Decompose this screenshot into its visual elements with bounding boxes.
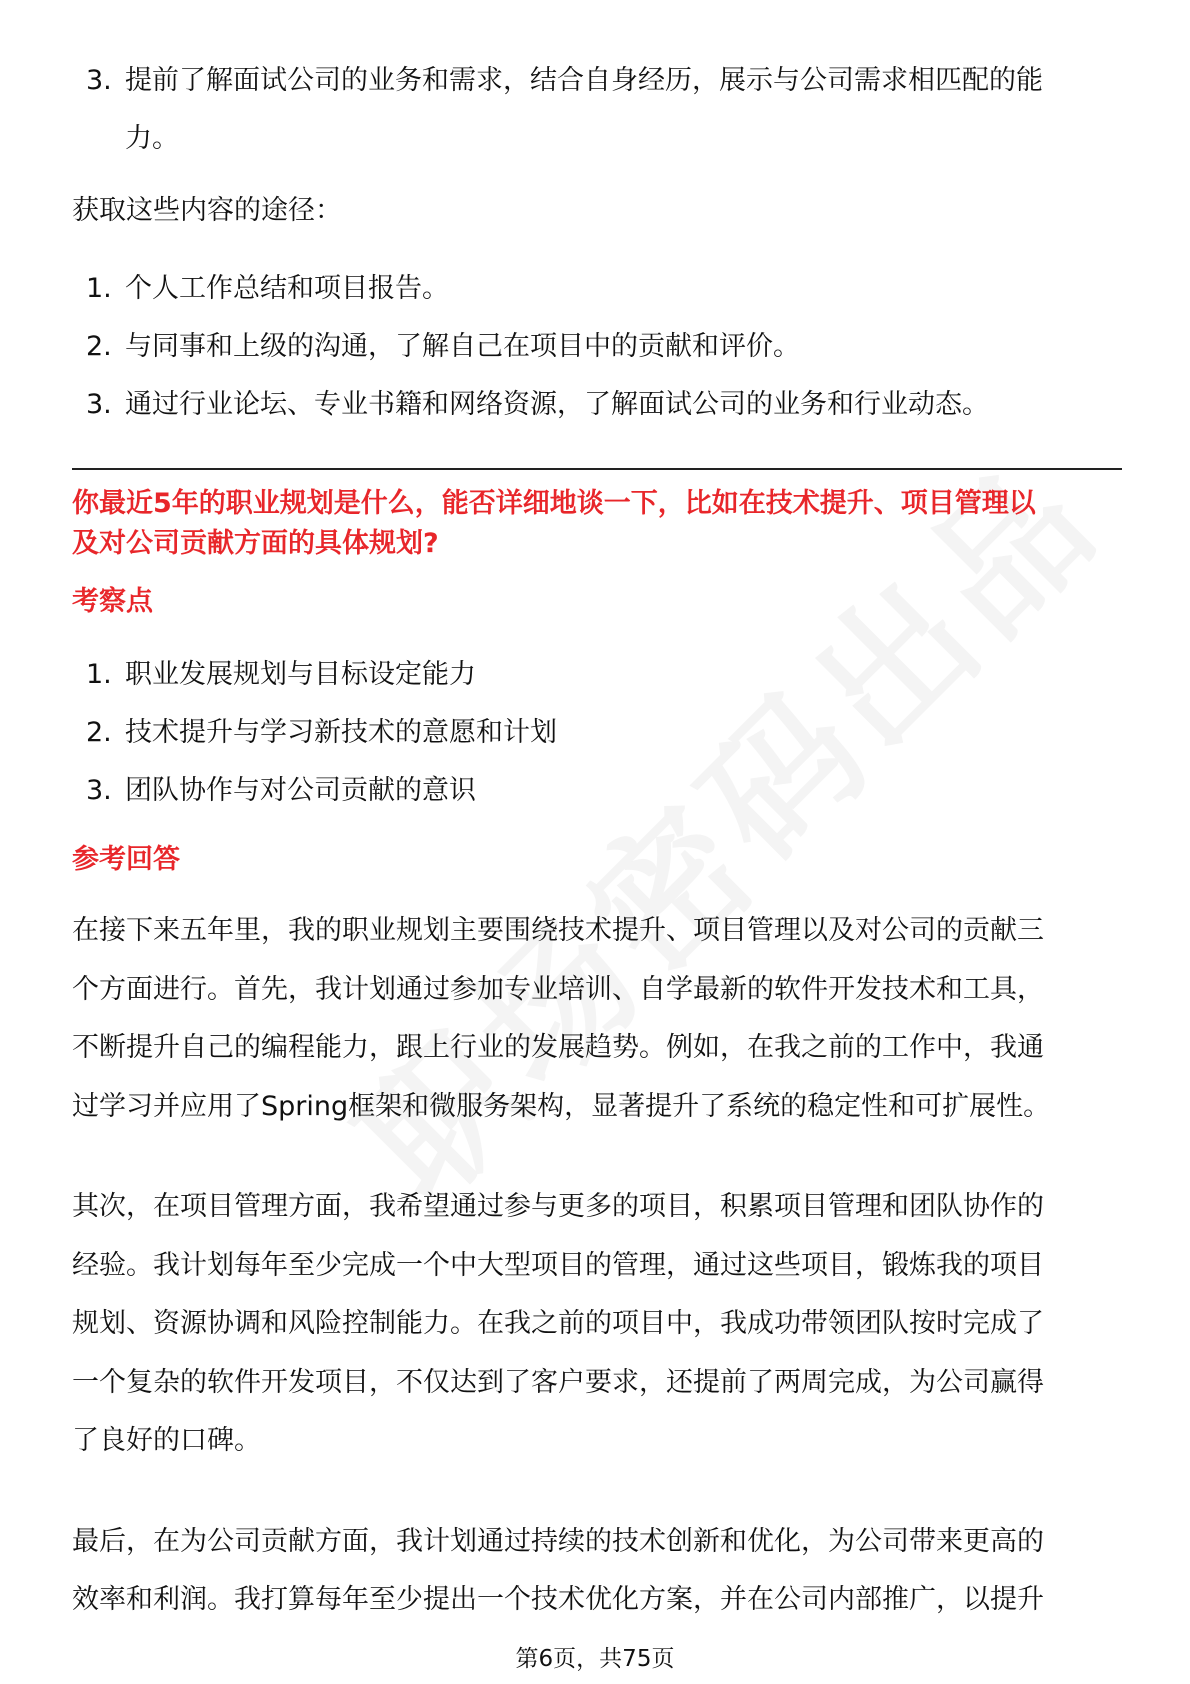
points-list (72, 646, 1122, 820)
paragraph-line: 规划、资源协调和风险控制能力。在我之前的项目中，我成功带领团队按时完成了 (72, 1308, 1044, 1339)
list-text: 与同事和上级的沟通，了解自己在项目中的贡献和评价。 (125, 331, 800, 362)
paragraph-line: 不断提升自己的编程能力，跟上行业的发展趋势。例如，在我之前的工作中，我通 (72, 1032, 1044, 1063)
paragraph-line: 其次，在项目管理方面，我希望通过参与更多的项目，积累项目管理和团队协作的 (72, 1191, 1044, 1222)
list-text: 力。 (125, 123, 179, 154)
list-number: 3. (86, 775, 112, 806)
list-number: 1. (86, 659, 112, 690)
paragraph-line: 效率和利润。我打算每年至少提出一个技术优化方案，并在公司内部推广，以提升 (72, 1584, 1044, 1615)
paragraph-line: 过学习并应用了Spring框架和微服务架构，显著提升了系统的稳定性和可扩展性。 (72, 1090, 1051, 1122)
list-item (72, 376, 1122, 434)
list-text: 提前了解面试公司的业务和需求，结合自身经历，展示与公司需求相匹配的能 (125, 65, 1043, 96)
list-text: 个人工作总结和项目报告。 (125, 273, 449, 304)
paragraph-line: 在接下来五年里，我的职业规划主要围绕技术提升、项目管理以及对公司的贡献三 (72, 915, 1044, 946)
intro-list (72, 52, 1122, 168)
answer-paragraph (72, 1513, 1122, 1630)
list-item (72, 52, 1122, 110)
paragraph-line: 经验。我计划每年至少完成一个中大型项目的管理，通过这些项目，锻炼我的项目 (72, 1249, 1044, 1281)
list-text: 通过行业论坛、专业书籍和网络资源，了解面试公司的业务和行业动态。 (125, 389, 989, 420)
list-item (72, 260, 1122, 318)
list-number: 2. (86, 717, 112, 748)
list-text: 团队协作与对公司贡献的意识 (125, 775, 476, 806)
page-content (72, 52, 1122, 1630)
list-item (72, 110, 1122, 168)
list-item (72, 318, 1122, 376)
paragraph-line: 个方面进行。首先，我计划通过参加专业培训、自学最新的软件开发技术和工具， (72, 973, 1044, 1005)
page-footer: 第6页，共75页 (515, 1646, 675, 1672)
list-item (72, 704, 1122, 762)
paragraph-line: 一个复杂的软件开发项目，不仅达到了客户要求，还提前了两周完成，为公司赢得 (72, 1366, 1044, 1398)
sources-label: 获取这些内容的途径： (72, 195, 342, 226)
question-line: 你最近5年的职业规划是什么，能否详细地谈一下，比如在技术提升、项目管理以 (72, 488, 1036, 519)
list-number: 1. (86, 273, 112, 304)
sources-list (72, 260, 1122, 434)
paragraph-line: 最后，在为公司贡献方面，我计划通过持续的技术创新和优化，为公司带来更高的 (72, 1525, 1044, 1557)
list-number: 3. (86, 389, 112, 420)
question-heading (72, 484, 1122, 564)
paragraph-line: 了良好的口碑。 (72, 1425, 261, 1456)
points-heading: 考察点 (72, 586, 153, 617)
list-number: 3. (86, 65, 112, 96)
list-item (72, 762, 1122, 820)
question-line: 及对公司贡献方面的具体规划? (72, 528, 439, 559)
answer-heading: 参考回答 (72, 844, 180, 875)
list-text: 技术提升与学习新技术的意愿和计划 (125, 717, 557, 748)
list-text: 职业发展规划与目标设定能力 (125, 659, 476, 690)
list-item (72, 646, 1122, 704)
list-number: 2. (86, 331, 112, 362)
answer-paragraph (72, 1178, 1122, 1471)
answer-paragraph (72, 902, 1122, 1136)
